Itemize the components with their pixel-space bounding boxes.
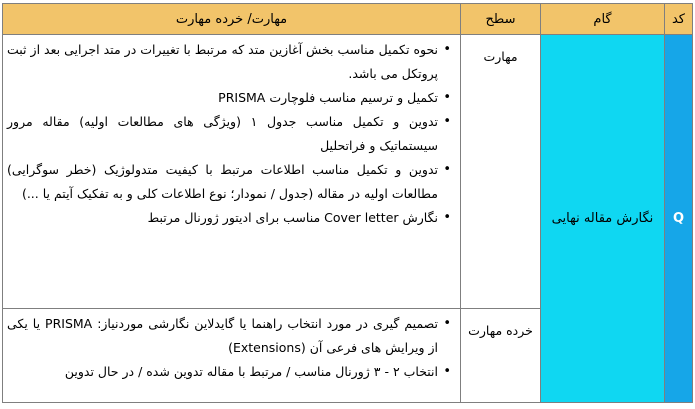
code-cell: Q bbox=[665, 35, 693, 403]
step-cell: نگارش مقاله نهایی bbox=[541, 35, 665, 403]
skills-list bbox=[7, 38, 454, 230]
list-item: • انتخاب ۲ - ۳ ژورنال مناسب / مرتبط با مقاله تدوین شده / در حال تدوین bbox=[7, 360, 438, 384]
table-row bbox=[3, 35, 693, 309]
header-level: سطح bbox=[461, 4, 541, 35]
header-row bbox=[3, 4, 693, 35]
skills-table bbox=[2, 3, 693, 403]
level-cell-subskill: خرده مهارت bbox=[461, 309, 541, 403]
subskills-list bbox=[7, 312, 454, 384]
list-item: • تدوین و تکمیل مناسب اطلاعات مرتبط با کیفیت متدولوژیک (خطر سوگرایی) مطالعات اولیه در مقاله (جدول / نمودار؛ نوع اطلاعات کلی و به تفکیک آیتم یا ...) bbox=[7, 158, 438, 206]
header-skills: مهارت/ خرده مهارت bbox=[3, 4, 461, 35]
level-cell-skill: مهارت bbox=[461, 35, 541, 309]
list-item: • نحوه تکمیل مناسب بخش آغازین متد که مرتبط با تغییرات در متد اجرایی بعد از ثبت پروتکل می باشد. bbox=[7, 38, 438, 86]
list-item: • تصمیم گیری در مورد انتخاب راهنما یا گایدلاین نگارشی موردنیاز: PRISMA یا یکی از ویرایش های فرعی آن (Extensions) bbox=[7, 312, 438, 360]
list-item: • تکمیل و ترسیم مناسب فلوچارت PRISMA bbox=[7, 86, 438, 110]
list-item: • نگارش Cover letter مناسب برای ادیتور ژورنال مرتبط bbox=[7, 206, 438, 230]
header-code: کد bbox=[665, 4, 693, 35]
header-step: گام bbox=[541, 4, 665, 35]
skills-cell bbox=[3, 35, 461, 309]
list-item: • تدوین و تکمیل مناسب جدول ۱ (ویژگی های مطالعات اولیه) مقاله مرور سیستماتیک و فراتحلیل bbox=[7, 110, 438, 158]
subskills-cell bbox=[3, 309, 461, 403]
